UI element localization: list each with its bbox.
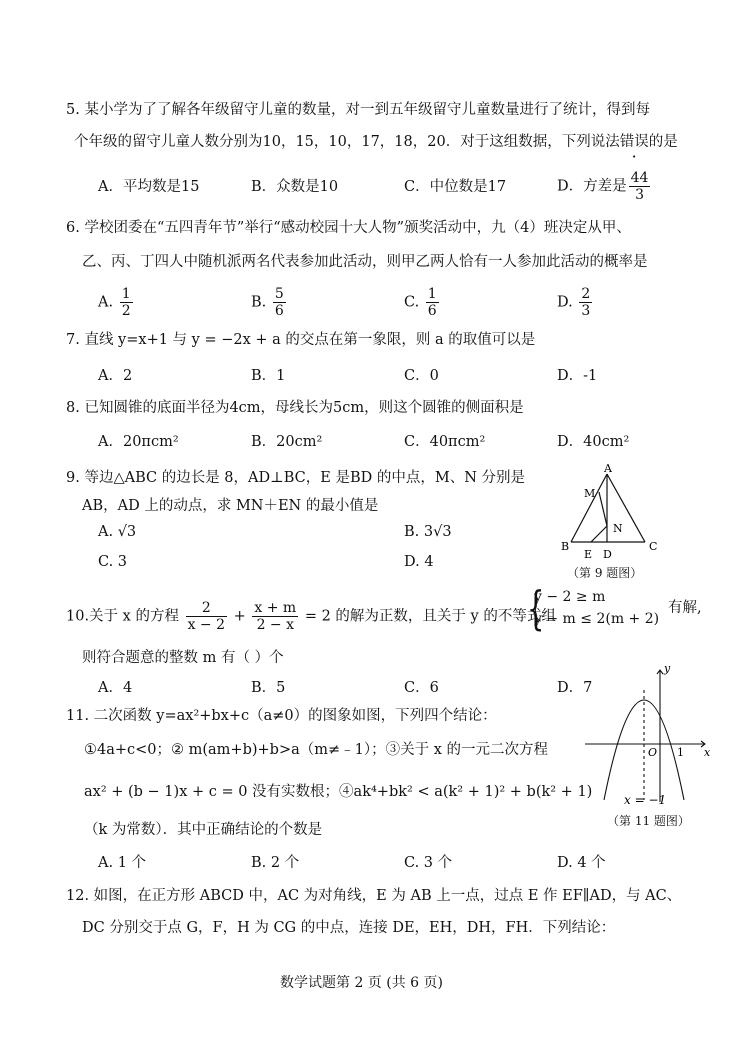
q10-option-a: A．4 (98, 680, 133, 696)
q5-option-d-label: D．方差是 (557, 178, 627, 195)
fraction-denominator: 6 (274, 303, 284, 319)
q10-line2: 则符合题意的整数 m 有（ ）个 (82, 650, 284, 666)
label-b: B (561, 540, 570, 553)
q6-option-b-fraction (273, 286, 286, 319)
q11-option-b: B. 2 个 (251, 855, 300, 871)
segment-en (591, 526, 607, 542)
label-x: x (704, 746, 711, 759)
q7-option-c: C．0 (404, 368, 439, 384)
q10-option-d: D．7 (557, 680, 593, 696)
q6-option-b-label: B. (251, 294, 267, 311)
q11-option-a: A. 1 个 (98, 855, 147, 871)
q6-option-a (98, 286, 135, 319)
q6-option-b (251, 286, 288, 319)
label-a: A (604, 462, 612, 475)
q8-option-c: C．40πcm² (404, 434, 486, 450)
q10-system-line1: y − 2 ≥ m (534, 589, 606, 605)
fraction-numerator: 1 (121, 286, 131, 302)
q9-triangle-figure (555, 462, 670, 567)
q9-figure-caption: （第 9 题图） (567, 566, 643, 580)
q11-option-d: D. 4 个 (557, 855, 606, 871)
label-origin: O (648, 746, 658, 759)
q12-line1: 12. 如图，在正方形 ABCD 中，AC 为对角线，E 为 AB 上一点，过点 E 作 EF∥AD，与 AC、 (66, 888, 682, 904)
fraction-numerator: 44 (630, 170, 649, 186)
fraction-denominator: x − 2 (187, 617, 226, 633)
label-symmetry-axis: x = −1 (624, 793, 667, 807)
q7-option-d: D．-1 (557, 368, 598, 384)
q5-option-d-fraction (629, 170, 651, 203)
q9-line2: AB，AD 上的动点，求 MN＋EN 的最小值是 (82, 498, 379, 514)
q9-option-d: D. 4 (404, 554, 434, 570)
q7-option-b: B．1 (251, 368, 286, 384)
q6-option-c-label: C. (404, 294, 420, 311)
fraction-numerator: 2 (186, 600, 227, 617)
fraction-denominator: 2 − x (256, 617, 295, 633)
q11-figure-caption: （第 11 题图） (607, 814, 690, 828)
q9-option-c: C. 3 (98, 554, 128, 570)
q5-option-a: A．平均数是15 (98, 179, 200, 195)
q10-fraction-1 (186, 600, 227, 633)
q11-line3: ax² + (b − 1)x + c = 0 没有实数根；④ak⁴+bk² < a(k² + 1)² + b(k² + 1) (84, 784, 593, 800)
q11-line1: 11. 二次函数 y=ax²+bx+c（a≠0）的图象如图，下列四个结论： (66, 708, 497, 724)
q6-option-c-fraction (426, 286, 439, 319)
q10-prefix: 10.关于 x 的方程 (66, 608, 179, 625)
q6-option-d-fraction (579, 286, 592, 319)
label-n: N (613, 522, 623, 535)
q11-line2: ①4a+c<0；② m(am+b)+b>a（m≠﹣1）；③关于 x 的一元二次方程 (84, 742, 549, 758)
q6-option-a-label: A. (98, 294, 114, 311)
q5-line2-post: 的是 (648, 134, 678, 150)
q5-line2 (74, 132, 678, 152)
q6-line2: 乙、丙、丁四人中随机派两名代表参加此活动，则甲乙两人恰有一人参加此活动的概率是 (82, 254, 648, 270)
fraction-numerator: 1 (427, 286, 437, 302)
fraction-numerator: 2 (581, 286, 591, 302)
q6-line1: 6. 学校团委在“五四青年节”举行“感动校园十大人物”颁奖活动中，九（4）班决定从甲、 (66, 220, 631, 236)
q5-emphasis: 错误 (619, 134, 649, 150)
q5-line1: 5. 某小学为了了解各年级留守儿童的数量，对一到五年级留守儿童数量进行了统计，得到每 (66, 102, 650, 118)
fraction-denominator: 3 (581, 303, 591, 319)
q6-option-c (404, 286, 441, 319)
label-e: E (584, 548, 593, 561)
segment-mn (599, 492, 607, 526)
q5-option-b: B．众数是10 (251, 179, 339, 195)
q8-option-d: D．40cm² (557, 434, 630, 450)
label-m: M (584, 487, 596, 500)
q6-option-a-fraction (120, 286, 133, 319)
q9-line1: 9. 等边△ABC 的边长是 8，AD⊥BC，E 是BD 的中点，M、N 分别是 (66, 470, 526, 486)
q10-suffix: 有解, (668, 600, 702, 616)
q7-option-a: A．2 (98, 368, 133, 384)
label-d: D (603, 548, 612, 561)
fraction-denominator: 2 (121, 303, 131, 319)
q8-option-b: B．20cm² (251, 434, 323, 450)
q12-line2: DC 分别交于点 G，F，H 为 CG 的中点，连接 DE，EH，DH，FH．下列结论： (82, 920, 616, 936)
label-c: C (649, 540, 658, 553)
q5-option-c: C．中位数是17 (404, 179, 507, 195)
q11-parabola-figure (580, 660, 715, 810)
fraction-numerator: 5 (274, 286, 284, 302)
fraction-denominator: 3 (635, 187, 645, 203)
q5-option-d (557, 170, 652, 203)
q10-system-brace: { (526, 581, 545, 635)
q6-option-d-label: D. (557, 294, 573, 311)
q10-middle-text: = 2 的解为正数，且关于 y 的不等式组 (304, 608, 556, 625)
q10-option-c: C．6 (404, 680, 439, 696)
q10-option-b: B．5 (251, 680, 286, 696)
q10-line1 (66, 600, 556, 633)
q10-fraction-2 (252, 600, 298, 633)
q8-option-a: A．20πcm² (98, 434, 179, 450)
fraction-numerator: x + m (254, 600, 297, 616)
q8-line1: 8. 已知圆锥的底面半径为4cm，母线长为5cm，则这个圆锥的侧面积是 (66, 400, 524, 416)
page-footer: 数学试题第 2 页 (共 6 页) (280, 975, 443, 991)
q7-line1: 7. 直线 y=x+1 与 y = −2x + a 的交点在第一象限，则 a 的取值可以是 (66, 332, 536, 348)
q10-system-line2: y − m ≤ 2(m + 2) (534, 611, 660, 627)
q9-option-a: A. √3 (98, 524, 137, 540)
label-y: y (664, 662, 671, 675)
q5-line2-pre: 个年级的留守儿童人数分别为10，15，10，17，18，20．对于这组数据，下列说法 (74, 134, 620, 150)
fraction-denominator: 6 (427, 303, 437, 319)
q11-option-c: C. 3 个 (404, 855, 453, 871)
q6-option-d (557, 286, 594, 319)
q9-option-b: B. 3√3 (404, 524, 452, 540)
q10-plus: + (233, 608, 246, 625)
q11-line4: （k 为常数）．其中正确结论的个数是 (84, 822, 323, 838)
label-one: 1 (677, 746, 684, 759)
